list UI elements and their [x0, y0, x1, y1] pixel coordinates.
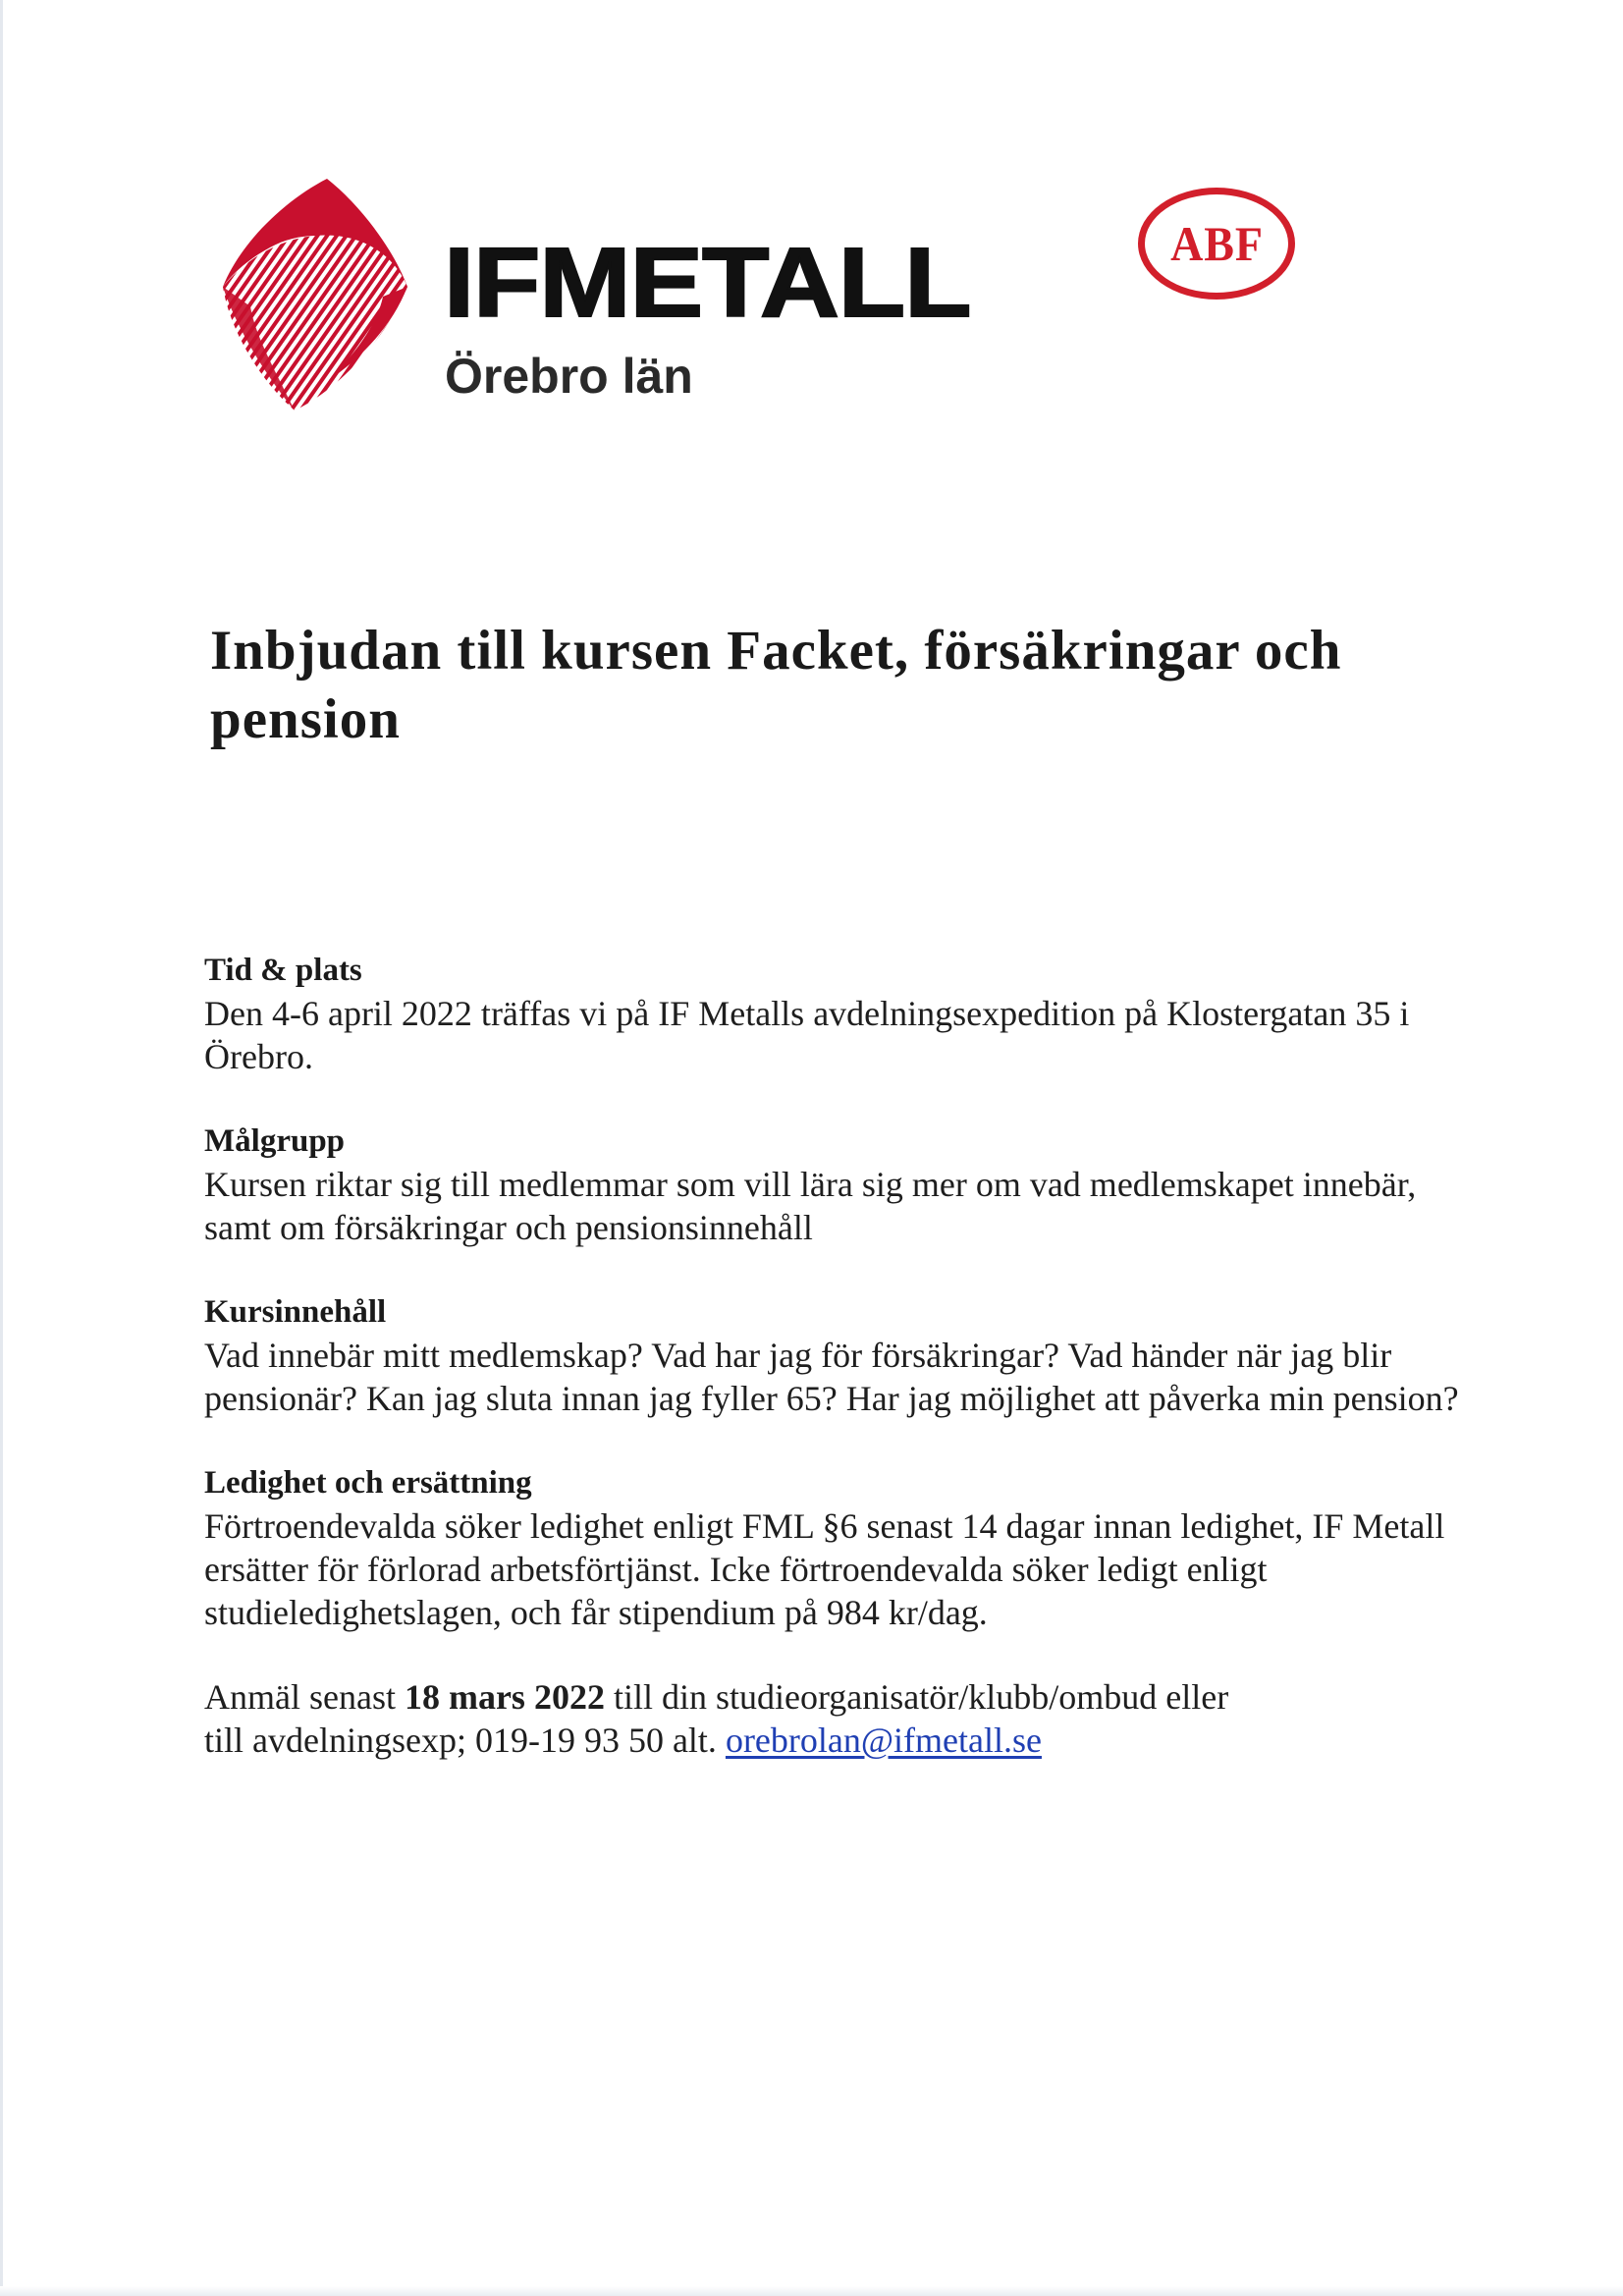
section-kursinnehall — [204, 1290, 1481, 1420]
section-heading: Kursinnehåll — [204, 1294, 387, 1330]
email-link[interactable]: orebrolan@ifmetall.se — [725, 1721, 1042, 1760]
if-metall-region: Örebro län — [445, 349, 693, 404]
scan-edge-bottom — [0, 2286, 1623, 2296]
section-body: Förtroendevalda söker ledighet enligt FML §6 senast 14 dagar innan ledighet, IF Metall ersätter för förlorad arbetsförtjänst. Icke förtroendevalda söker ledigt enligt studieledighetslagen, och får stipendium på 984 kr/dag. — [204, 1506, 1445, 1632]
signup-middle: till din studieorganisatör/klubb/ombud eller — [604, 1677, 1229, 1717]
section-heading: Målgrupp — [204, 1123, 346, 1159]
signup-contact: till avdelningsexp; 019-19 93 50 alt. — [204, 1721, 726, 1760]
section-body: Kursen riktar sig till medlemmar som vill lära sig mer om vad medlemskapet innebär, samt om försäkringar och pensionsinnehåll — [204, 1165, 1417, 1247]
if-metall-wordmark: IFMETALL — [444, 228, 971, 338]
signup-deadline: 18 mars 2022 — [404, 1677, 605, 1717]
section-malgrupp — [204, 1120, 1481, 1249]
document-body — [204, 949, 1481, 1762]
section-body: Vad innebär mitt medlemskap? Vad har jag för försäkringar? Vad händer när jag blir pensionär? Kan jag sluta innan jag fyller 65? Har jag möjlighet att påverka min pension? — [204, 1336, 1459, 1418]
section-heading: Ledighet och ersättning — [204, 1465, 532, 1501]
abf-logo-text: ABF — [1169, 216, 1264, 271]
section-tid-plats — [204, 949, 1481, 1078]
signup-paragraph — [204, 1675, 1481, 1762]
section-body: Den 4-6 april 2022 träffas vi på IF Metalls avdelningsexpedition på Klostergatan 35 i Örebro. — [204, 994, 1410, 1076]
signup-prefix: Anmäl senast — [204, 1677, 405, 1717]
section-heading: Tid & plats — [204, 953, 362, 988]
abf-logo — [1138, 188, 1295, 300]
document-title: Inbjudan till kursen Facket, försäkringar och pension — [210, 620, 1342, 750]
if-metall-logo-icon — [211, 179, 417, 410]
scan-edge-left — [0, 0, 3, 2296]
section-ledighet — [204, 1461, 1481, 1634]
